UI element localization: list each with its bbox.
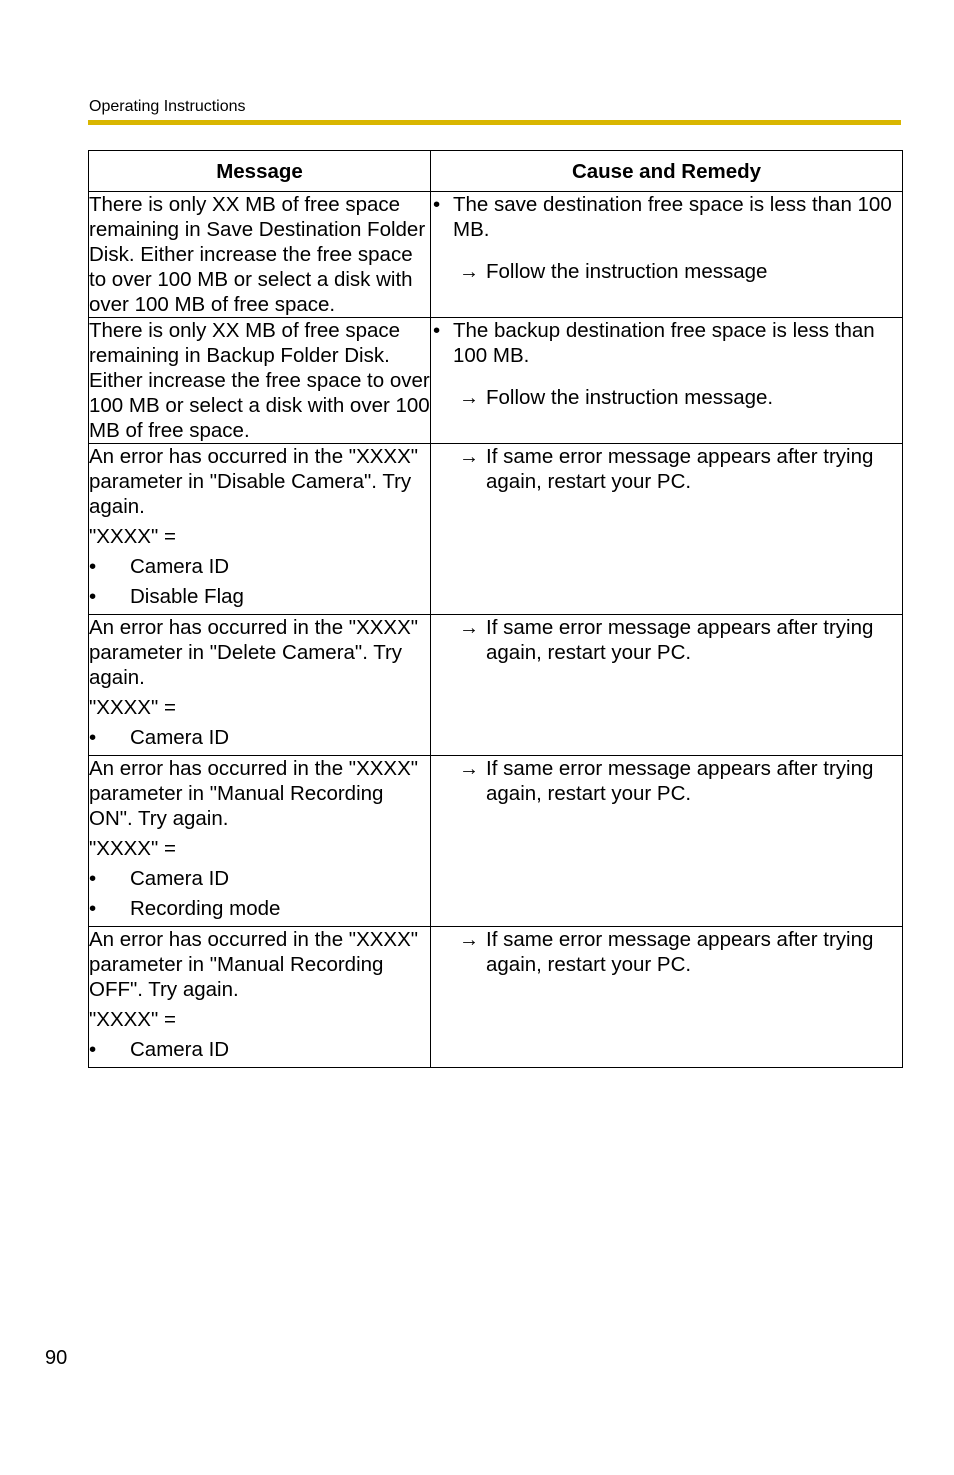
running-header: Operating Instructions (89, 98, 246, 115)
remedy-text: Follow the instruction message (486, 260, 768, 283)
message-text: There is only XX MB of free space remaining in Backup Folder Disk. Either increase the free space to over 100 MB or select a disk with over 100 MB of free space. (89, 319, 430, 442)
remedy-item (431, 756, 902, 806)
remedy-text: If same error message appears after trying again, restart your PC. (486, 928, 874, 976)
list-item-text: Camera ID (130, 867, 230, 890)
list-item (89, 866, 430, 891)
list-item (89, 896, 430, 921)
cause-remedy-cell (431, 615, 903, 756)
header-rule (88, 120, 901, 125)
xxxx-label: "XXXX" = (89, 837, 176, 860)
message-text: An error has occurred in the "XXXX" parameter in "Manual Recording OFF". Try again. (89, 928, 419, 1001)
cause-item (431, 192, 902, 242)
message-table (88, 150, 903, 1068)
list-item (89, 1037, 430, 1062)
bullet-icon: • (89, 726, 97, 749)
table-row (89, 318, 903, 444)
xxxx-label: "XXXX" = (89, 696, 176, 719)
list-item-text: Recording mode (130, 897, 281, 920)
message-cell (89, 318, 431, 444)
arrow-right-icon: → (459, 617, 479, 639)
table-header-row (89, 151, 903, 192)
cause-item (431, 318, 902, 368)
message-text: An error has occurred in the "XXXX" parameter in "Disable Camera". Try again. (89, 445, 419, 518)
bullet-icon: • (89, 585, 97, 608)
table-row (89, 756, 903, 927)
remedy-item (431, 385, 902, 410)
message-cell (89, 615, 431, 756)
message-text: An error has occurred in the "XXXX" parameter in "Delete Camera". Try again. (89, 616, 419, 689)
bullet-icon: • (89, 897, 97, 920)
remedy-item (431, 444, 902, 494)
table-row (89, 444, 903, 615)
bullet-icon: • (433, 319, 441, 342)
bullet-icon: • (89, 867, 97, 890)
bullet-icon: • (89, 555, 97, 578)
cause-remedy-cell (431, 318, 903, 444)
message-text: There is only XX MB of free space remaining in Save Destination Folder Disk. Either increase the free space to over 100 MB or select a disk with over 100 MB of free space. (89, 193, 426, 316)
remedy-item (431, 615, 902, 665)
bullet-icon: • (89, 1038, 97, 1061)
message-cell (89, 756, 431, 927)
message-text: An error has occurred in the "XXXX" parameter in "Manual Recording ON". Try again. (89, 757, 419, 830)
remedy-text: Follow the instruction message. (486, 386, 774, 409)
arrow-right-icon: → (459, 387, 479, 409)
list-item-text: Camera ID (130, 726, 230, 749)
xxxx-label: "XXXX" = (89, 525, 176, 548)
xxxx-label: "XXXX" = (89, 1008, 176, 1031)
arrow-right-icon: → (459, 446, 479, 468)
cause-remedy-cell (431, 444, 903, 615)
list-item (89, 584, 430, 609)
remedy-text: If same error message appears after trying again, restart your PC. (486, 616, 874, 664)
bullet-icon: • (433, 193, 441, 216)
arrow-right-icon: → (459, 758, 479, 780)
list-item-text: Disable Flag (130, 585, 244, 608)
remedy-item (431, 927, 902, 977)
page-number: 90 (45, 1347, 68, 1369)
message-cell (89, 927, 431, 1068)
table-row (89, 615, 903, 756)
list-item-text: Camera ID (130, 1038, 230, 1061)
message-cell (89, 444, 431, 615)
cause-text: The save destination free space is less than 100 MB. (453, 193, 892, 241)
cause-remedy-cell (431, 192, 903, 318)
remedy-text: If same error message appears after trying again, restart your PC. (486, 757, 874, 805)
list-item-text: Camera ID (130, 555, 230, 578)
list-item (89, 554, 430, 579)
remedy-item (431, 259, 902, 284)
column-header-cause-and-remedy: Cause and Remedy (431, 151, 903, 192)
cause-remedy-cell (431, 756, 903, 927)
table-row (89, 927, 903, 1068)
remedy-text: If same error message appears after trying again, restart your PC. (486, 445, 874, 493)
cause-remedy-cell (431, 927, 903, 1068)
arrow-right-icon: → (459, 261, 479, 283)
table-row (89, 192, 903, 318)
arrow-right-icon: → (459, 929, 479, 951)
column-header-message: Message (89, 151, 431, 192)
message-cell (89, 192, 431, 318)
list-item (89, 725, 430, 750)
cause-text: The backup destination free space is less than 100 MB. (453, 319, 875, 367)
